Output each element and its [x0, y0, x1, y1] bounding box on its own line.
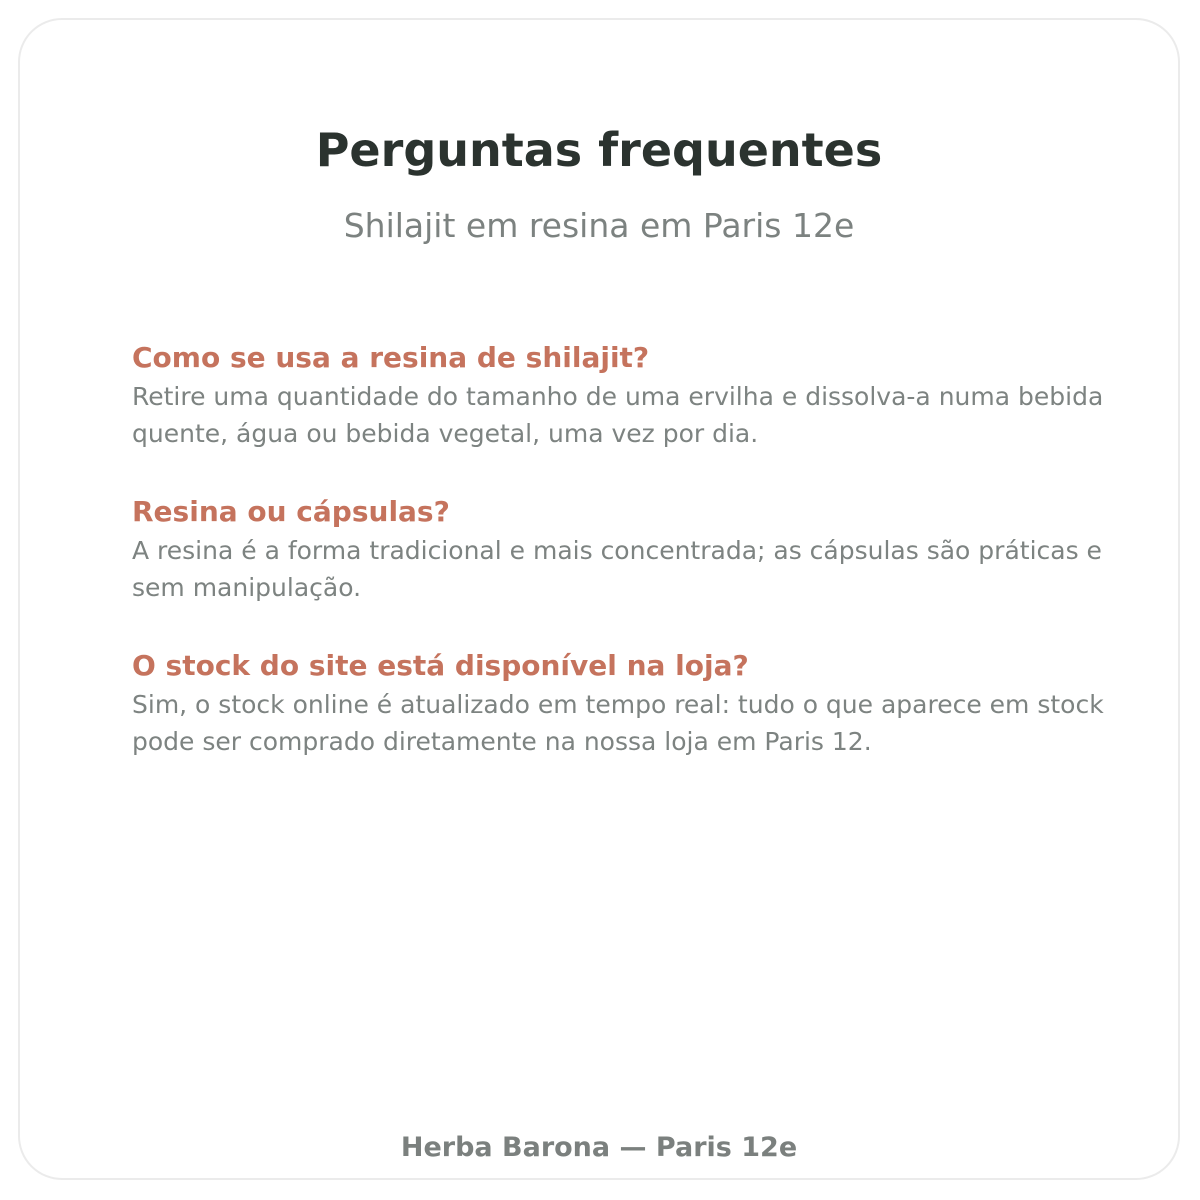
faq-list [132, 338, 1112, 800]
faq-question: Resina ou cápsulas? [132, 495, 450, 528]
faq-item [132, 646, 1112, 760]
faq-question: Como se usa a resina de shilajit? [132, 341, 650, 374]
page-subtitle: Shilajit em resina em Paris 12e [343, 206, 855, 245]
faq-question: O stock do site está disponível na loja? [132, 649, 749, 682]
faq-answer: A resina é a forma tradicional e mais concentrada; as cápsulas são práticas e sem manipulação. [132, 536, 1102, 602]
faq-item [132, 492, 1112, 606]
faq-answer: Sim, o stock online é atualizado em tempo real: tudo o que aparece em stock pode ser comprado diretamente na nossa loja em Paris 12. [132, 690, 1104, 756]
faq-card [18, 18, 1180, 1180]
footer-brand: Herba Barona — Paris 12e [400, 1132, 798, 1163]
page-title: Perguntas frequentes [315, 123, 883, 177]
faq-answer: Retire uma quantidade do tamanho de uma ervilha e dissolva-a numa bebida quente, água ou bebida vegetal, uma vez por dia. [132, 382, 1104, 448]
faq-item [132, 338, 1112, 452]
